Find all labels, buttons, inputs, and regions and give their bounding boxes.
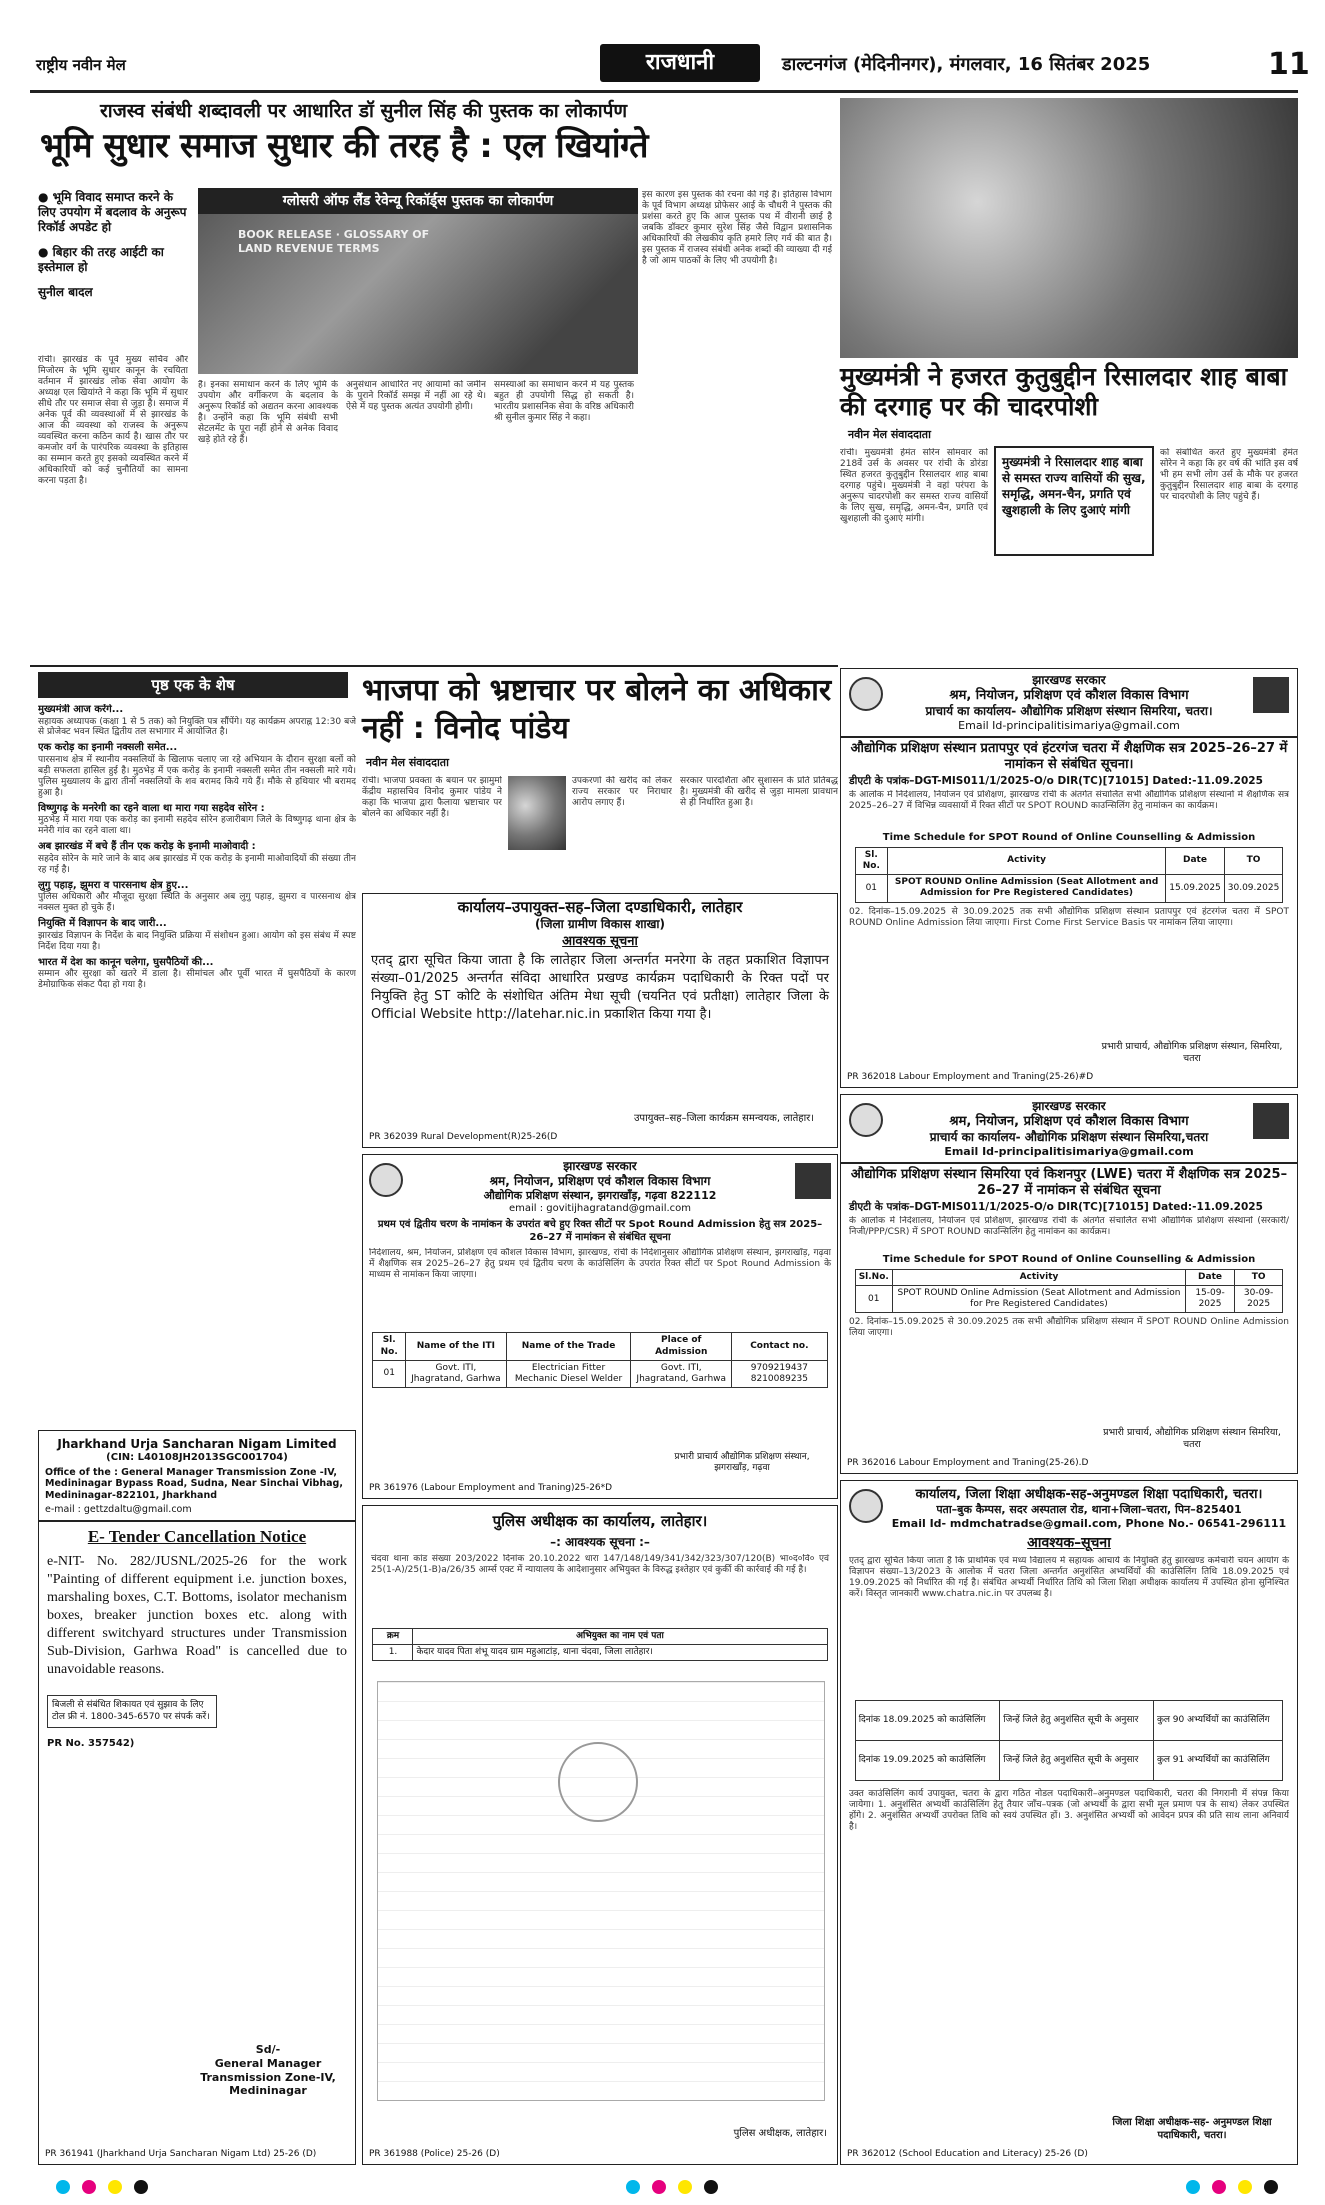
cont-sub: एक करोड़ का इनामी नक्सली समेत... <box>38 742 178 754</box>
simariya-col: Sl.No. <box>855 1269 892 1285</box>
garhwa-pr: PR 361976 (Labour Employment and Traning)25-26*D <box>369 1482 613 1493</box>
lead-body-col2: है। इनका समाधान करने के लिए भूमि के उपयोग और वर्गीकरण के बदलाव के अनुरूप रिकॉर्ड को अद्यतन करना आवश्यक है। उन्होंने कहा कि भूमि संबंधी सभी सेटलमेंट के पूरा नहीं होने से अनेक विवाद खड़े होते रहे हैं। <box>198 380 338 445</box>
pratappur-dept: श्रम, नियोजन, प्रशिक्षण एवं कौशल विकास विभाग <box>949 688 1189 703</box>
pratappur-ref: डीएटी के पत्रांक–DGT-MIS011/1/2025-O/o DIR(TC)[71015] Dated:-11.09.2025 <box>849 775 1263 787</box>
cont-text: सहायक अध्यापक (कक्षा 1 से 5 तक) को नियुक्ति पत्र सौंपेंगे। यह कार्यक्रम अपराह्न 12:30 बजे से प्रोजेक्ट भवन स्थित द्वितीय तल सभागार में आयोजित है। <box>38 716 356 738</box>
simariya-heading: औद्योगिक प्रशिक्षण संस्थान सिमरिया एवं किशनपुर (LWE) चतरा में शैक्षणिक सत्र 2025–26–27 में नामांकन से संबंधित सूचना <box>850 1166 1288 1198</box>
police-pr: PR 361988 (Police) 25-26 (D) <box>369 2148 500 2159</box>
cont-sub: मुख्यमंत्री आज करेंगे... <box>38 704 124 715</box>
edu-cell: कुल 90 अभ्यर्थियों का काउंसिलिंग <box>1153 1701 1282 1741</box>
simariya-col: Date <box>1186 1269 1235 1285</box>
cont-text: पुलिस अधिकारी और मौजूदा सुरक्षा स्थिति के अनुसार अब लुगु पहाड़, झुमरा व पारसनाथ क्षेत्र नक्सल मुक्त हो चुके हैं। <box>38 892 356 914</box>
simariya-ref: डीएटी के पत्रांक–DGT-MIS011/1/2025-O/o DIR(TC)[71015] Dated:-11.09.2025 <box>849 1201 1263 1213</box>
garhwa-office: औद्योगिक प्रशिक्षण संस्थान, झगराखाँड़, गढ़वा 822112 <box>483 1189 717 1202</box>
simariya-dept: श्रम, नियोजन, प्रशिक्षण एवं कौशल विकास विभाग <box>949 1114 1189 1129</box>
pratappur-pr: PR 362018 Labour Employment and Traning(25-26)#D <box>847 1071 1094 1082</box>
cont-text: मुठभेड़ में मारा गया एक करोड़ का इनामी सहदेव सोरेन हजारीबाग जिले के विष्णुगढ़ थाना क्षेत्र के मनेरी गांव का रहने वाला था। <box>38 815 356 837</box>
simariya-divider <box>841 1162 1297 1164</box>
side-headline: मुख्यमंत्री ने हजरत कुतुबुद्दीन रिसालदार शाह बाबा की दरगाह पर की चादरपोशी <box>840 362 1288 421</box>
bjp-byline: नवीन मेल संवाददाता <box>366 756 449 769</box>
edu-cell: कुल 91 अभ्यर्थियों का काउंसिलिंग <box>1153 1741 1282 1781</box>
pratappur-cell: 30.09.2025 <box>1224 875 1283 903</box>
page-number: 11 <box>1268 47 1310 82</box>
pratappur-cell: 01 <box>855 875 887 903</box>
jharkhand-emblem-icon <box>849 677 883 711</box>
lead-byline: सुनील बादल <box>38 285 93 299</box>
court-proclamation-scan <box>377 1681 825 2101</box>
garhwa-email: email : govitijhagratand@gmail.com <box>508 1202 692 1214</box>
pratappur-email: Email Id-principalitisimariya@gmail.com <box>958 719 1180 733</box>
edu-notice: आवश्यक–सूचना <box>1027 1534 1111 1551</box>
pratappur-heading: औद्योगिक प्रशिक्षण संस्थान प्रतापपुर एवं हंटरगंज चतरा में शैक्षणिक सत्र 2025–26–27 में नामांकन से संबंधित सूचना। <box>850 740 1288 772</box>
garhwa-col: Name of the Trade <box>506 1333 630 1361</box>
jusnl-cin: (CIN: L40108JH2013SGC001704) <box>106 1452 288 1463</box>
pratappur-body: के आलोक में निदेशालय, नियोजन एवं प्रशिक्षण, झारखण्ड रांची के अंतर्गत संचालित सभी औद्योगिक प्रशिक्षण संस्थानों में शैक्षणिक सत्र 2025–26–27 में विभिन्न व्यवसायों में रिक्त सीटों पर SPOT ROUND काउन्सिलिंग हेतु नामांकन का कार्यक्रम। <box>849 790 1289 812</box>
color-registration-marks <box>50 2180 154 2199</box>
latehar-notice: आवश्यक सूचना <box>562 933 638 949</box>
garhwa-col: Place of Admission <box>631 1333 732 1361</box>
bjp-body-col3: सरकार पारदर्शिता और सुशासन के प्रति प्रतिबद्ध है। मुख्यमंत्री की खरीद से जुड़ा मामला प्रावधान से ही निर्धारित हुआ है। <box>680 776 838 808</box>
magenta-mark <box>652 2180 666 2194</box>
lead-body-col5: इस कारण इस पुस्तक की रचना की गई है। इतिहास विभाग के पूर्व विभाग अध्यक्ष प्रोफेसर आई के चौधरी ने पुस्तक की प्रशंसा करते हुए कि आज पुस्तक पथ में वीरानी छाई है जबकि डॉक्टर कुमार सुरेश सिंह जैसे विद्वान प्रशासनिक अधिकारियों की लेखकीय कृति हमारे लिए गर्व की बात है। इस पुस्तक में राजस्व संबंधी अनेक शब्दों की व्याख्या दी गई है जो आम पाठकों के लिए भी उपयोगी है। <box>642 190 832 266</box>
ad-education <box>840 1480 1298 2165</box>
cont-text: सम्मान और सुरक्षा को खतरे में डाला है। सीमांचल और पूर्वी भारत में घुसपैठियों के कारण डेमोग्राफिक संकट पैदा हो गया है। <box>38 969 356 991</box>
simariya-cell: 01 <box>855 1285 892 1313</box>
masthead-rule <box>30 90 1298 93</box>
garhwa-cell: Electrician Fitter Mechanic Diesel Welder <box>506 1360 630 1388</box>
simariya-col: TO <box>1234 1269 1282 1285</box>
pratappur-col: TO <box>1224 847 1283 875</box>
lead-divider <box>30 665 838 667</box>
jusnl-office: Office of the : General Manager Transmission Zone -IV, Medininagar Bypass Road, Sudna, Near Sinchai Vibhag, Medininagar-822101, Jharkhand <box>45 1466 343 1502</box>
simariya-body: के आलोक में निदेशालय, नियोजन एवं प्रशिक्षण, झारखण्ड रांची के अंतर्गत संचालित सभी औद्योगिक प्रशिक्षण संस्थानों (सरकारी/निजी/PPP/CSR) में SPOT ROUND काउन्सिलिंग हेतु नामांकन का कार्यक्रम। <box>849 1216 1289 1238</box>
ad-jusnl <box>38 1430 356 2165</box>
yellow-mark <box>108 2180 122 2194</box>
iti-logo-icon <box>1253 677 1289 713</box>
bjp-headline: भाजपा को भ्रष्टाचार पर बोलने का अधिकार नहीं : विनोद पांडेय <box>362 673 832 746</box>
edu-title: कार्यालय, जिला शिक्षा अधीक्षक-सह-अनुमण्डल शिक्षा पदाधिकारी, चतरा। <box>915 1487 1263 1502</box>
garhwa-table <box>372 1332 827 1388</box>
black-mark <box>704 2180 718 2194</box>
lead-body-col3: अनुसंधान आधारित नए आयामों को जमीन के पुराने रिकॉर्ड समझ में नहीं आ रहे थे। ऐसे में यह पुस्तक अत्यंत उपयोगी होगी। <box>346 380 486 412</box>
police-footer: पुलिस अधीक्षक, लातेहार। <box>733 2127 827 2139</box>
pratappur-table <box>855 847 1284 903</box>
garhwa-col: Sl. No. <box>373 1333 405 1361</box>
brand-name: राष्ट्रीय नवीन मेल <box>36 56 126 74</box>
cont-sub: विष्णुगढ़ के मनरेगी का रहने वाला था मारा गया सहदेव सोरेन : <box>38 802 265 814</box>
bjp-body-col1: रांची। भाजपा प्रवक्ता के बयान पर झामुमो केंद्रीय महासचिव विनोद कुमार पांडेय ने कहा कि भाजपा द्वारा फैलाया भ्रष्टाचार पर बोलने का अधिकार नहीं है। <box>362 776 502 819</box>
iti-logo-icon <box>795 1163 831 1199</box>
police-body: चंदवा थाना कांड संख्या 203/2022 दिनांक 20.10.2022 धारा 147/148/149/341/342/323/307/120(B) भा०द०वि० एवं 25(1-A)/25(1-B)a/26/35 आर्म्स एक्ट में न्यायालय के आदेशानुसार अभियुक्त के विरुद्ध इश्तेहार एवं कुर्की की कार्रवाई की गई है। <box>371 1553 829 1575</box>
garhwa-col: Name of the ITI <box>405 1333 506 1361</box>
latehar-signer: उपायुक्त–सह–जिला कार्यक्रम समन्वयक, लातेहार। <box>633 1112 815 1124</box>
police-notice: –: आवश्यक सूचना :– <box>550 1534 650 1549</box>
cont-sub: लुगु पहाड़, झुमरा व पारसनाथ क्षेत्र हुए... <box>38 879 189 891</box>
edu-cell: दिनांक 18.09.2025 को काउंसिलिंग <box>855 1701 1000 1741</box>
garhwa-gov: झारखण्ड सरकार <box>563 1159 637 1173</box>
jusnl-body: e-NIT- No. 282/JUSNL/2025-26 for the work "Painting of different equipment i.e. junction boxes, marshaling boxes, C.T. Bottoms, isolator mechanism boxes, breaker junction boxes etc. along with different switchyard structures under Transmission Sub-Division, Garhwa Road" is cancelled due to unavoidable reasons. <box>47 1554 347 1678</box>
simariya-table <box>855 1269 1284 1314</box>
jharkhand-emblem-icon <box>849 1103 883 1137</box>
simariya-pr: PR 362016 Labour Employment and Traning(25-26).D <box>847 1457 1089 1468</box>
ad-iti-simariya <box>840 1094 1298 1474</box>
ad-iti-pratappur <box>840 668 1298 1088</box>
edu-contact: Email Id- mdmchatradse@gmail.com, Phone No.- 06541-296111 <box>891 1517 1287 1530</box>
side-byline: नवीन मेल संवाददाता <box>848 428 931 441</box>
cont-sub: भारत में देश का कानून चलेगा, घुसपैठियों की... <box>38 956 214 968</box>
jharkhand-emblem-icon <box>369 1163 403 1197</box>
color-registration-marks <box>1180 2180 1284 2199</box>
cyan-mark <box>56 2180 70 2194</box>
pratappur-gov: झारखण्ड सरकार <box>1032 673 1106 687</box>
cont-text: पारसनाथ क्षेत्र में स्थानीय नक्सलियों के खिलाफ चलाए जा रहे अभियान के दौरान सुरक्षा बलों को बड़ी सफलता हासिल हुई है। मुठभेड़ में एक करोड़ के इनामी नक्सली समेत तीन नक्सली मारे गये। पुलिस मुख्यालय के द्वारा तीनों नक्सलियों के शव बरामद किये गये हैं। मौके से हथियार भी बरामद हुआ है। <box>38 754 356 798</box>
edu-body: एतद् द्वारा सूचित किया जाता है कि प्राथमिक एवं मध्य विद्यालय में सहायक आचार्य के नियुक्ति हेतु झारखण्ड कर्मचारी चयन आयोग के विज्ञापन संख्या–13/2023 के आलोक में चतरा जिला अन्तर्गत अनुशंसित अभ्यर्थियों की काउंसिलिंग तिथि 18.09.2025 एवं 19.09.2025 को निर्धारित की गई है। संबंधित अभ्यर्थी निर्धारित तिथि को जिला शिक्षा अधीक्षक कार्यालय में उपस्थित होना सुनिश्चित करें। विस्तृत जानकारी www.chatra.nic.in पर उपलब्ध है। <box>849 1556 1289 1600</box>
jusnl-helpline: बिजली से संबंधित शिकायत एवं सुझाव के लिए टोल फ्री नं. 1800-345-6570 पर संपर्क करें। <box>47 1695 217 1728</box>
garhwa-heading: प्रथम एवं द्वितीय चरण के नामांकन के उपरांत बचे हुए रिक्त सीटों पर Spot Round Admission हेतु सत्र 2025–26–27 में नामांकन से संबंधित सूचना <box>377 1219 823 1243</box>
pratappur-col: Date <box>1166 847 1225 875</box>
cyan-mark <box>626 2180 640 2194</box>
black-mark <box>134 2180 148 2194</box>
jharkhand-emblem-icon <box>849 1489 883 1523</box>
edu-pr: PR 362012 (School Education and Literacy) 25-26 (D) <box>847 2148 1088 2159</box>
garhwa-body: निदेशालय, श्रम, नियोजन, प्रशिक्षण एवं कौशल विकास विभाग, झारखण्ड, रांची के निर्देशानुसार औद्योगिक प्रशिक्षण संस्थान, झगराखाँड़, गढ़वा में शैक्षणिक सत्र 2025–26–27 हेतु प्रथम एवं द्वितीय चरण के काउंसिलिंग के उपरांत रिक्त सीटों पर Spot Round Admission के माध्यम से नामांकन किया जाएगा। <box>369 1248 831 1281</box>
ad-latehar <box>362 893 838 1148</box>
jusnl-email: e-mail : gettzdaltu@gmail.com <box>45 1504 192 1516</box>
edu-schedule-table <box>855 1700 1284 1781</box>
ad-garhwa-iti <box>362 1154 838 1499</box>
latehar-pr: PR 362039 Rural Development(R)25-26(D <box>369 1131 558 1142</box>
simariya-signer: प्रभारी प्राचार्य, औद्योगिक प्रशिक्षण संस्थान सिमरिया, चतरा <box>1103 1427 1281 1451</box>
color-registration-marks <box>620 2180 724 2199</box>
garhwa-cell: Govt. ITI, Jhagratand, Garhwa <box>631 1360 732 1388</box>
lead-kicker: राजस्व संबंधी शब्दावली पर आधारित डॉ सुनील सिंह की पुस्तक का लोकार्पण <box>100 100 628 122</box>
simariya-office: प्राचार्य का कार्यालय- औद्योगिक प्रशिक्षण संस्थान सिमरिया,चतरा <box>929 1130 1209 1145</box>
jusnl-sd: Sd/- <box>255 2043 281 2056</box>
vinod-pandey-photo <box>508 776 566 850</box>
iti-logo-icon <box>1253 1103 1289 1139</box>
pratappur-col: Sl. No. <box>855 847 887 875</box>
latehar-title: कार्यालय–उपायुक्त–सह–जिला दण्डाधिकारी, लातेहार <box>457 898 743 916</box>
magenta-mark <box>1212 2180 1226 2194</box>
garhwa-col: Contact no. <box>732 1333 827 1361</box>
cyan-mark <box>1186 2180 1200 2194</box>
yellow-mark <box>678 2180 692 2194</box>
masthead <box>30 40 1310 88</box>
lead-bullet: ● भूमि विवाद समाप्त करने के लिए उपयोग में बदलाव के अनुरूप रिकॉर्ड अपडेट हो <box>38 190 187 234</box>
pratappur-cell: SPOT ROUND Online Admission (Seat Allotment and Admission for Pre Registered Candidates) <box>887 875 1165 903</box>
dargah-photo <box>840 98 1298 358</box>
lead-bullets <box>38 190 188 300</box>
photo-caption: ग्लोसरी ऑफ लैंड रेवेन्यू रिकॉर्ड्स पुस्तक का लोकार्पण <box>198 188 638 214</box>
banner-text: BOOK RELEASE · GLOSSARY OF LAND REVENUE TERMS <box>238 228 430 255</box>
black-mark <box>1264 2180 1278 2194</box>
lead-body-col1: रांची। झारखंड के पूर्व मुख्य सचिव और मिजोरम के भूमि सुधार कानून के रचयिता वर्तमान में झारखंड लोक सेवा आयोग के अध्यक्ष एल खियांग्ते ने कहा कि भूमि में सुधार सीधे तौर पर समाज सेवा से जुड़ा है। समाज में अनेक पूर्व की व्यवस्थाओं में से झारखंड के आज की व्यवस्था को राजस्व के अनुरूप व्यवस्थित करना कठिन कार्य है। खास तौर पर कमजोर वर्ग के पारंपरिक व्यवस्था के इतिहास का सम्मान करते हुए इसको व्यवस्थित करने में अधिकारियों को कई चुनौतियों का सामना करना पड़ता है। <box>38 355 188 486</box>
pratappur-signer: प्रभारी प्राचार्य, औद्योगिक प्रशिक्षण संस्थान, सिमरिया, चतरा <box>1101 1041 1283 1065</box>
pratappur-col: Activity <box>887 847 1165 875</box>
pull-quote: मुख्यमंत्री ने रिसालदार शाह बाबा से समस्त राज्य वासियों की सुख, समृद्धि, अमन-चैन, प्रगति एवं खुशहाली के लिए दुआएं मांगी <box>994 446 1154 556</box>
police-col: क्रम <box>373 1628 413 1644</box>
pratappur-office: प्राचार्य का कार्यालय- औद्योगिक प्रशिक्षण संस्थान सिमरिया, चतरा। <box>925 704 1213 719</box>
edu-cell: जिन्हें जिले हेतु अनुशंसित सूची के अनुसार <box>1000 1701 1154 1741</box>
side-body-col1: रांची। मुख्यमंत्री हेमंत सोरेन सोमवार को 218वें उर्स के अवसर पर रांची के डोरंडा स्थित हजरत कुतुबुद्दीन रिसालदार शाह बाबा दरगाह पहुंचे। मुख्यमंत्री ने वहां परंपरा के अनुरूप चादरपोशी कर समस्त राज्य वासियों के लिए सुख, समृद्धि, अमन-चैन, प्रगति एवं खुशहाली की दुआएं मांगी। <box>840 448 988 524</box>
lead-body-col4: समस्याओं का समाधान करने में यह पुस्तक बहुत ही उपयोगी सिद्ध हो सकती है। भारतीय प्रशासनिक सेवा के वरिष्ठ अधिकारी श्री सुनील कुमार सिंह ने कहा। <box>494 380 634 423</box>
cont-sub: नियुक्ति में विज्ञापन के बाद जारी... <box>38 918 167 930</box>
simariya-col: Activity <box>892 1269 1185 1285</box>
simariya-cell: SPOT ROUND Online Admission (Seat Allotment and Admission for Pre Registered Candidates) <box>892 1285 1185 1313</box>
lead-bullet: ● बिहार की तरह आईटी का इस्तेमाल हो <box>38 245 164 274</box>
simariya-notes: 02. दिनांक–15.09.2025 से 30.09.2025 तक सभी औद्योगिक प्रशिक्षण संस्थान में SPOT ROUND Online Admission लिया जाएगा। <box>849 1317 1289 1339</box>
book-release-photo <box>198 214 638 374</box>
ad-police <box>362 1505 838 2165</box>
side-body-col3: को संबोधित करते हुए मुख्यमंत्री हेमंत सोरेन ने कहा कि हर वर्ष की भांति इस वर्ष भी हम सभी लोग उर्स के मौके पर हजरत कुतुबुद्दीन रिसालदार शाह बाबा के दरगाह पर चादरपोशी के लिए पहुंचे हैं। <box>1160 448 1298 502</box>
garhwa-signer: प्रभारी प्राचार्य औद्योगिक प्रशिक्षण संस्थान, झगराखाँड़, गढ़वा <box>674 1451 810 1473</box>
continued-column <box>38 704 356 1424</box>
garhwa-cell: Govt. ITI, Jhagratand, Garhwa <box>405 1360 506 1388</box>
latehar-sub: (जिला ग्रामीण विकास शाखा) <box>534 916 665 931</box>
jusnl-org: Jharkhand Urja Sancharan Nigam Limited <box>57 1437 337 1451</box>
continued-label: पृष्ठ एक के शेष <box>38 672 348 698</box>
police-table <box>372 1628 827 1662</box>
latehar-body: एतद् द्वारा सूचित किया जाता है कि लातेहार जिला अन्तर्गत मनरेगा के तहत प्रकाशित विज्ञापन संख्या–01/2025 अन्तर्गत संविदा आधारित प्रखण्ड कार्यक्रम पदाधिकारी के रिक्त पदों पर नियुक्ति हेतु ST कोटि के संशोधित अंतिम मेधा सूची (चयनित एवं प्रतीक्षा) लातेहार जिला के Official Website http://latehar.nic.in प्रकाशित किया गया है। <box>371 953 829 1022</box>
cont-text: झारखंड विज्ञापन के निर्देश के बाद नियुक्ति प्रक्रिया में संशोधन हुआ। आयोग को इस संबंध में स्पष्ट निर्देश दिया गया है। <box>38 930 356 952</box>
pratappur-table-title: Time Schedule for SPOT Round of Online Counselling & Admission <box>882 832 1256 844</box>
edu-signer: जिला शिक्षा अधीक्षक-सह- अनुमण्डल शिक्षा पदाधिकारी, चतरा। <box>1112 2117 1272 2141</box>
magenta-mark <box>82 2180 96 2194</box>
edu-address: पता–बुक कैम्पस, सदर अस्पताल रोड, थाना+जिला–चतरा, पिन–825401 <box>936 1503 1242 1517</box>
simariya-cell: 30-09-2025 <box>1234 1285 1282 1313</box>
garhwa-cell: 9709219437 8210089235 <box>732 1360 827 1388</box>
jusnl-signer: General Manager Transmission Zone-IV, Medininagar <box>200 2056 336 2098</box>
jusnl-title: E- Tender Cancellation Notice <box>87 1527 307 1546</box>
court-seal-icon <box>558 1742 638 1822</box>
police-cell: 1. <box>373 1645 413 1661</box>
jusnl-divider <box>39 1520 355 1522</box>
edu-cell: जिन्हें जिले हेतु अनुशंसित सूची के अनुसार <box>1000 1741 1154 1781</box>
simariya-table-title: Time Schedule for SPOT Round of Online Counselling & Admission <box>882 1254 1256 1266</box>
edu-cell: दिनांक 19.09.2025 को काउंसिलिंग <box>855 1741 1000 1781</box>
cont-text: सहदेव सोरेन के मारे जाने के बाद अब झारखंड में एक करोड़ के इनामी माओवादियों की संख्या तीन रह गई है। <box>38 853 356 875</box>
yellow-mark <box>1238 2180 1252 2194</box>
lead-headline: भूमि सुधार समाज सुधार की तरह है : एल खियांग्ते <box>40 126 648 166</box>
simariya-email: Email Id-principalitisimariya@gmail.com <box>944 1145 1194 1159</box>
section-title: राजधानी <box>600 44 760 82</box>
cont-sub: अब झारखंड में बचे हैं तीन एक करोड़ के इनामी माओवादी : <box>38 841 256 853</box>
simariya-cell: 15-09-2025 <box>1186 1285 1235 1313</box>
garhwa-dept: श्रम, नियोजन, प्रशिक्षण एवं कौशल विकास विभाग <box>489 1174 711 1188</box>
pratappur-notes: 02. दिनांक–15.09.2025 से 30.09.2025 तक सभी औद्योगिक प्रशिक्षण संस्थान प्रतापपुर एवं हंटरगंज चतरा में SPOT ROUND Online Admission लिया जाएगा। First Come First Service Basis पर नामांकन लिया जाएगा। <box>849 906 1289 928</box>
police-col: अभियुक्त का नाम एवं पता <box>413 1628 827 1644</box>
garhwa-cell: 01 <box>373 1360 405 1388</box>
jusnl-pr-no: PR No. 357542) <box>47 1737 135 1749</box>
bjp-body-col2: उपकरणों की खरीद को लेकर राज्य सरकार पर निराधार आरोप लगाए हैं। <box>572 776 672 808</box>
jusnl-sign <box>193 2043 343 2098</box>
police-title: पुलिस अधीक्षक का कार्यालय, लातेहार। <box>492 1512 708 1530</box>
edu-instructions: उक्त काउंसिलिंग कार्य उपायुक्त, चतरा के द्वारा गठित नोडल पदाधिकारी–अनुमण्डल पदाधिकारी, चतरा की निगरानी में संपन्न किया जायेगा। 1. अनुशंसित अभ्यर्थी काउंसिलिंग हेतु तैयार जाँच–पत्रक (जो अभ्यर्थी के द्वारा सभी मूल प्रमाण पत्र के साथ) लेकर उपस्थित होंगे। 2. अनुशंसित अभ्यर्थी उपरोक्त तिथि को स्वयं उपस्थित हों। 3. अनुशंसित अभ्यर्थी को आवेदन प्रपत्र की प्रति साथ लाना अनिवार्य है। <box>849 1789 1289 1833</box>
jusnl-pr: PR 361941 (Jharkhand Urja Sancharan Nigam Ltd) 25-26 (D) <box>45 2148 317 2159</box>
pratappur-divider <box>841 736 1297 738</box>
pratappur-cell: 15.09.2025 <box>1166 875 1225 903</box>
dateline: डाल्टनगंज (मेदिनीनगर), मंगलवार, 16 सितंबर 2025 <box>782 54 1151 75</box>
police-cell: केदार यादव पिता शंभू यादव ग्राम महुआटांड़, थाना चंदवा, जिला लातेहार। <box>413 1645 827 1661</box>
simariya-gov: झारखण्ड सरकार <box>1032 1099 1106 1113</box>
